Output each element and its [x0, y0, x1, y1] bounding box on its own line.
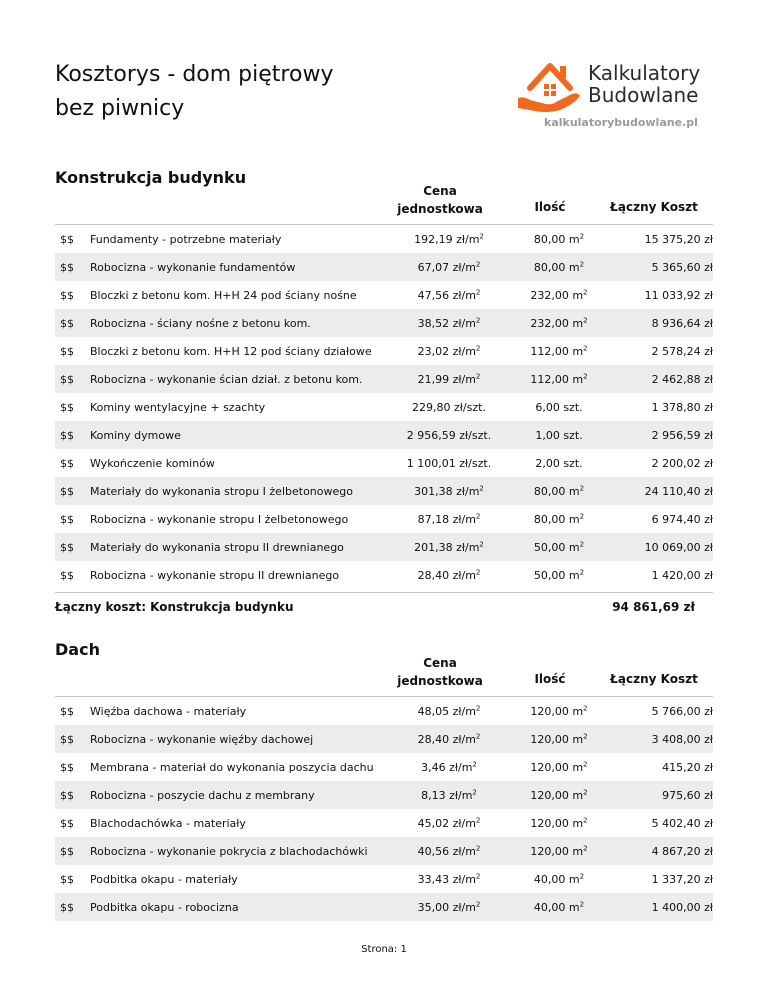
table-row	[55, 337, 713, 365]
item-name: Robocizna - ściany nośne z betonu kom.	[90, 316, 311, 330]
item-name: Robocizna - poszycie dachu z membrany	[90, 788, 315, 802]
column-header-total: Łączny Koszt	[610, 672, 698, 686]
item-name: Wykończenie kominów	[90, 456, 215, 470]
total-cost: 24 110,40 zł	[644, 484, 713, 498]
row-tag: $$	[60, 844, 74, 858]
unit-price: 2 956,59 zł/szt.	[406, 428, 492, 442]
table-row	[55, 781, 713, 809]
table-row	[55, 253, 713, 281]
total-cost: 6 974,40 zł	[651, 512, 713, 526]
total-cost: 3 408,00 zł	[651, 732, 713, 746]
total-cost: 2 578,24 zł	[651, 344, 713, 358]
quantity: 120,00 $m^2$	[530, 759, 588, 774]
title-line-2: bez piwnicy	[55, 96, 185, 121]
item-name: Materiały do wykonania stropu I żelbetonowego	[90, 484, 353, 498]
summary-divider	[55, 592, 713, 593]
quantity: 40,00 $m^2$	[533, 871, 585, 886]
row-tag: $$	[60, 428, 74, 442]
total-cost: 10 069,00 zł	[644, 540, 713, 554]
table-row	[55, 505, 713, 533]
quantity: 40,00 $m^2$	[533, 899, 585, 914]
row-tag: $$	[60, 788, 74, 802]
row-tag: $$	[60, 372, 74, 386]
row-tag: $$	[60, 540, 74, 554]
row-tag: $$	[60, 400, 74, 414]
row-tag: $$	[60, 316, 74, 330]
quantity: 112,00 $m^2$	[530, 371, 588, 386]
table-row	[55, 865, 713, 893]
summary-value: 94 861,69 zł	[612, 600, 695, 614]
unit-price: 35,00 $zł/m^2$	[417, 899, 481, 914]
total-cost: 11 033,92 zł	[644, 288, 713, 302]
quantity: 80,00 $m^2$	[533, 511, 585, 526]
item-name: Blachodachówka - materiały	[90, 816, 246, 830]
total-cost: 4 867,20 zł	[651, 844, 713, 858]
column-header-price: Cena jednostkowa	[397, 656, 483, 688]
table-row	[55, 753, 713, 781]
quantity: 2,00 szt.	[535, 456, 583, 470]
row-tag: $$	[60, 456, 74, 470]
total-cost: 5 365,60 zł	[651, 260, 713, 274]
row-tag: $$	[60, 568, 74, 582]
section-summary	[55, 600, 713, 614]
table-row	[55, 725, 713, 753]
table-row	[55, 421, 713, 449]
table-row	[55, 449, 713, 477]
table-row	[55, 309, 713, 337]
logo-wordmark: Kalkulatory Budowlane	[588, 61, 701, 107]
total-cost: 15 375,20 zł	[644, 232, 713, 246]
item-name: Robocizna - wykonanie więźby dachowej	[90, 732, 314, 746]
unit-price: 229,80 zł/szt.	[412, 400, 486, 414]
unit-price: 40,56 $zł/m^2$	[417, 843, 481, 858]
quantity: 120,00 $m^2$	[530, 787, 588, 802]
unit-price: 192,19 $zł/m^2$	[414, 231, 484, 246]
item-name: Bloczki z betonu kom. H+H 24 pod ściany nośne	[90, 288, 357, 302]
total-cost: 1 378,80 zł	[651, 400, 713, 414]
total-cost: 975,60 zł	[662, 788, 713, 802]
row-tag: $$	[60, 900, 74, 914]
item-name: Robocizna - wykonanie stropu I żelbetonowego	[90, 512, 349, 526]
total-cost: 1 420,00 zł	[651, 568, 713, 582]
quantity: 6,00 szt.	[535, 400, 583, 414]
quantity: 120,00 $m^2$	[530, 815, 588, 830]
unit-price: 8,13 $zł/m^2$	[421, 787, 477, 802]
unit-price: 1 100,01 zł/szt.	[406, 456, 492, 470]
row-tag: $$	[60, 260, 74, 274]
total-cost: 8 936,64 zł	[651, 316, 713, 330]
unit-price: 21,99 $zł/m^2$	[417, 371, 481, 386]
table-row	[55, 365, 713, 393]
quantity: 80,00 $m^2$	[533, 231, 585, 246]
total-cost: 1 337,20 zł	[651, 872, 713, 886]
unit-price: 33,43 $zł/m^2$	[417, 871, 481, 886]
quantity: 80,00 $m^2$	[533, 483, 585, 498]
row-tag: $$	[60, 288, 74, 302]
column-header-qty: Ilość	[534, 672, 566, 686]
unit-price: 3,46 $zł/m^2$	[421, 759, 477, 774]
item-name: Więźba dachowa - materiały	[90, 704, 247, 718]
row-tag: $$	[60, 232, 74, 246]
quantity: 80,00 $m^2$	[533, 259, 585, 274]
item-name: Robocizna - wykonanie pokrycia z blachodachówki	[90, 844, 368, 858]
quantity: 120,00 $m^2$	[530, 703, 588, 718]
unit-price: 301,38 $zł/m^2$	[414, 483, 484, 498]
item-name: Podbitka okapu - materiały	[90, 872, 238, 886]
quantity: 232,00 $m^2$	[530, 315, 588, 330]
table-row	[55, 837, 713, 865]
table-row	[55, 893, 713, 921]
section-title: Konstrukcja budynku	[55, 168, 247, 187]
item-name: Bloczki z betonu kom. H+H 12 pod ściany działowe	[90, 344, 372, 358]
summary-label: Łączny koszt: Konstrukcja budynku	[55, 600, 294, 614]
cost-table	[55, 697, 713, 921]
document-title	[55, 58, 395, 126]
company-logo	[516, 58, 716, 114]
item-name: Materiały do wykonania stropu II drewnianego	[90, 540, 344, 554]
item-name: Robocizna - wykonanie ścian dział. z betonu kom.	[90, 372, 363, 386]
quantity: 112,00 $m^2$	[530, 343, 588, 358]
total-cost: 5 766,00 zł	[651, 704, 713, 718]
unit-price: 23,02 $zł/m^2$	[417, 343, 481, 358]
row-tag: $$	[60, 704, 74, 718]
row-tag: $$	[60, 344, 74, 358]
table-row	[55, 697, 713, 725]
cost-table	[55, 225, 713, 589]
page-number: Strona: 1	[361, 944, 407, 955]
total-cost: 2 462,88 zł	[651, 372, 713, 386]
unit-price: 28,40 $zł/m^2$	[417, 567, 481, 582]
quantity: 232,00 $m^2$	[530, 287, 588, 302]
item-name: Membrana - materiał do wykonania poszycia dachu	[90, 760, 374, 774]
unit-price: 201,38 $zł/m^2$	[414, 539, 484, 554]
unit-price: 67,07 $zł/m^2$	[417, 259, 481, 274]
table-row	[55, 225, 713, 253]
quantity: 50,00 $m^2$	[533, 567, 585, 582]
column-header-total: Łączny Koszt	[610, 200, 698, 214]
total-cost: 415,20 zł	[662, 760, 713, 774]
table-row	[55, 561, 713, 589]
column-header-price: Cena jednostkowa	[397, 184, 483, 216]
item-name: Kominy wentylacyjne + szachty	[90, 400, 266, 414]
logo-url: kalkulatorybudowlane.pl	[544, 116, 698, 129]
total-cost: 2 956,59 zł	[651, 428, 713, 442]
row-tag: $$	[60, 872, 74, 886]
table-row	[55, 281, 713, 309]
unit-price: 87,18 $zł/m^2$	[417, 511, 481, 526]
row-tag: $$	[60, 484, 74, 498]
item-name: Robocizna - wykonanie fundamentów	[90, 260, 296, 274]
unit-price: 45,02 $zł/m^2$	[417, 815, 481, 830]
item-name: Fundamenty - potrzebne materiały	[90, 232, 282, 246]
section-title: Dach	[55, 640, 100, 659]
row-tag: $$	[60, 732, 74, 746]
quantity: 1,00 szt.	[535, 428, 583, 442]
total-cost: 1 400,00 zł	[651, 900, 713, 914]
title-line-1: Kosztorys - dom piętrowy	[55, 62, 334, 87]
row-tag: $$	[60, 816, 74, 830]
house-hand-logo-icon	[516, 58, 588, 114]
table-row	[55, 533, 713, 561]
quantity: 120,00 $m^2$	[530, 731, 588, 746]
unit-price: 48,05 $zł/m^2$	[417, 703, 481, 718]
total-cost: 2 200,02 zł	[651, 456, 713, 470]
table-row	[55, 809, 713, 837]
table-row	[55, 477, 713, 505]
column-header-qty: Ilość	[534, 200, 566, 214]
row-tag: $$	[60, 760, 74, 774]
item-name: Robocizna - wykonanie stropu II drewnianego	[90, 568, 340, 582]
total-cost: 5 402,40 zł	[651, 816, 713, 830]
unit-price: 28,40 $zł/m^2$	[417, 731, 481, 746]
unit-price: 47,56 $zł/m^2$	[417, 287, 481, 302]
table-row	[55, 393, 713, 421]
quantity: 120,00 $m^2$	[530, 843, 588, 858]
quantity: 50,00 $m^2$	[533, 539, 585, 554]
row-tag: $$	[60, 512, 74, 526]
item-name: Podbitka okapu - robocizna	[90, 900, 239, 914]
item-name: Kominy dymowe	[90, 428, 181, 442]
unit-price: 38,52 $zł/m^2$	[417, 315, 481, 330]
